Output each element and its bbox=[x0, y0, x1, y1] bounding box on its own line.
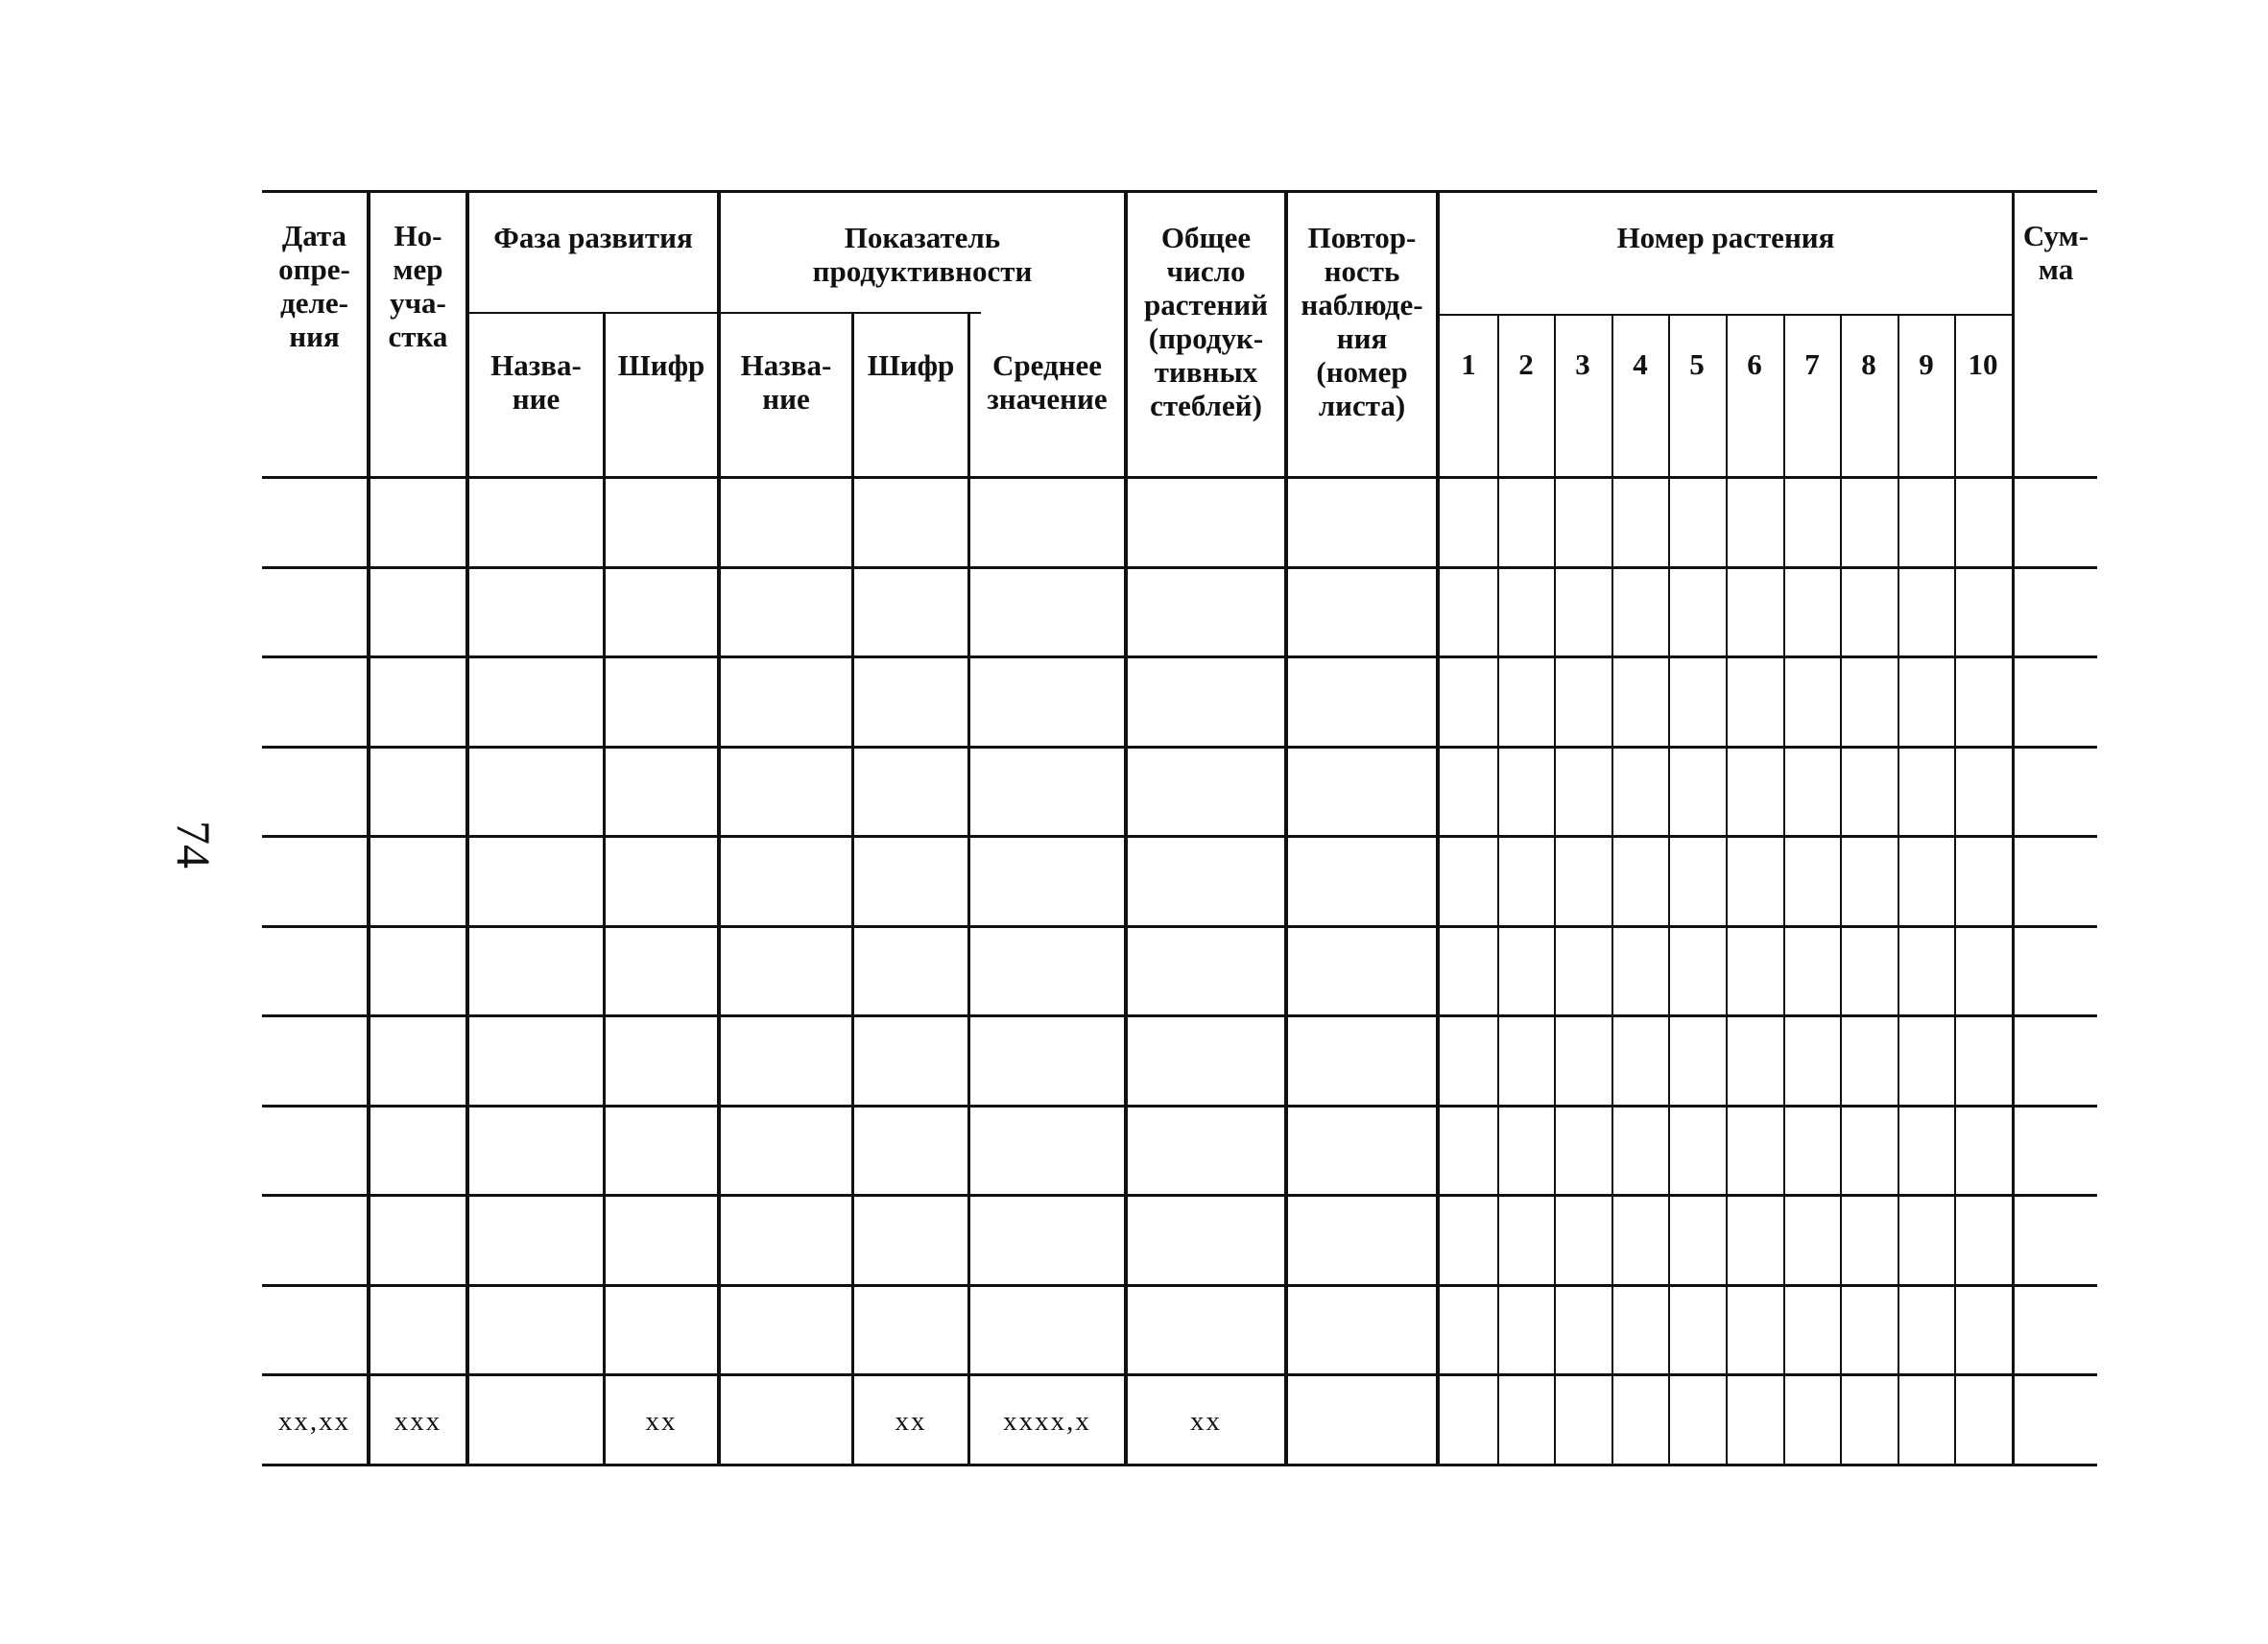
row-rule bbox=[262, 746, 2097, 749]
header-bottom-rule bbox=[262, 476, 2097, 479]
plant-col-rule bbox=[1668, 314, 1670, 1466]
format-prod-mean: хххх,х bbox=[1003, 1406, 1091, 1437]
plant-col-rule bbox=[1497, 314, 1499, 1466]
row-rule bbox=[262, 1194, 2097, 1197]
col-rule bbox=[603, 312, 606, 1466]
format-prod-name bbox=[721, 1377, 851, 1466]
plant-col-rule bbox=[1611, 314, 1613, 1466]
plant-col-rule bbox=[1954, 314, 1956, 1466]
row-rule bbox=[262, 1464, 2097, 1466]
row-rule bbox=[262, 655, 2097, 658]
plant-col-rule bbox=[1726, 314, 1728, 1466]
format-date: хх,хх bbox=[277, 1406, 351, 1437]
header-plant-number-5: 5 bbox=[1689, 346, 1705, 381]
header-phase-name: Назва- ние bbox=[490, 348, 582, 416]
plant-col-rule bbox=[1783, 314, 1785, 1466]
row-rule bbox=[262, 1284, 2097, 1287]
col-rule bbox=[851, 312, 854, 1466]
row-rule bbox=[262, 566, 2097, 569]
row-rule bbox=[262, 835, 2097, 838]
header-phase-code: Шифр bbox=[617, 348, 705, 382]
table-top-rule bbox=[262, 190, 2097, 193]
row-rule bbox=[262, 1014, 2097, 1017]
row-rule bbox=[262, 1373, 2097, 1376]
format-plot: ххх bbox=[394, 1406, 442, 1437]
header-plant-number-2: 2 bbox=[1518, 346, 1534, 381]
header-date: Дата опре- деле- ния bbox=[278, 219, 350, 353]
header-plant-number-9: 9 bbox=[1919, 346, 1934, 381]
header-plant-number-8: 8 bbox=[1861, 346, 1876, 381]
header-plant-number-10: 10 bbox=[1968, 346, 1998, 381]
row-rule bbox=[262, 925, 2097, 928]
row-rule bbox=[262, 1105, 2097, 1108]
format-phase-code: хх bbox=[645, 1406, 678, 1437]
format-total-plants: хх bbox=[1190, 1406, 1222, 1437]
format-repetition bbox=[1288, 1377, 1436, 1466]
plant-col-rule bbox=[1898, 314, 1899, 1466]
plant-col-rule bbox=[1840, 314, 1842, 1466]
format-phase-name bbox=[469, 1377, 603, 1466]
header-prod-name: Назва- ние bbox=[740, 348, 832, 416]
col-rule bbox=[967, 312, 970, 1466]
plant-col-rule bbox=[1554, 314, 1556, 1466]
header-plant-number-group: Номер растения bbox=[1616, 221, 1835, 254]
header-total-plants: Общее число растений (продук- тивных стеблей) bbox=[1143, 221, 1269, 422]
format-prod-code: хх bbox=[895, 1406, 927, 1437]
header-sum: Сум- ма bbox=[2022, 219, 2089, 286]
header-plant-number-3: 3 bbox=[1575, 346, 1590, 381]
header-plant-number-1: 1 bbox=[1461, 346, 1476, 381]
header-repetition: Повтор- ность наблюде- ния (номер листа) bbox=[1301, 221, 1423, 422]
col-rule bbox=[2012, 190, 2015, 1466]
observation-form-table bbox=[262, 190, 2097, 1466]
header-plant-number-7: 7 bbox=[1804, 346, 1820, 381]
header-productivity-group: Показатель продуктивности bbox=[812, 221, 1033, 288]
header-plot-number: Но- мер уча- стка bbox=[388, 219, 448, 353]
header-phase-group: Фаза развития bbox=[493, 221, 693, 254]
page-number: 74 bbox=[167, 821, 221, 869]
header-prod-mean: Среднее значение bbox=[987, 348, 1108, 416]
header-plant-number-4: 4 bbox=[1633, 346, 1648, 381]
header-plant-number-6: 6 bbox=[1747, 346, 1762, 381]
subheader-rule-phase-prod bbox=[467, 312, 981, 314]
header-prod-code: Шифр bbox=[867, 348, 955, 382]
